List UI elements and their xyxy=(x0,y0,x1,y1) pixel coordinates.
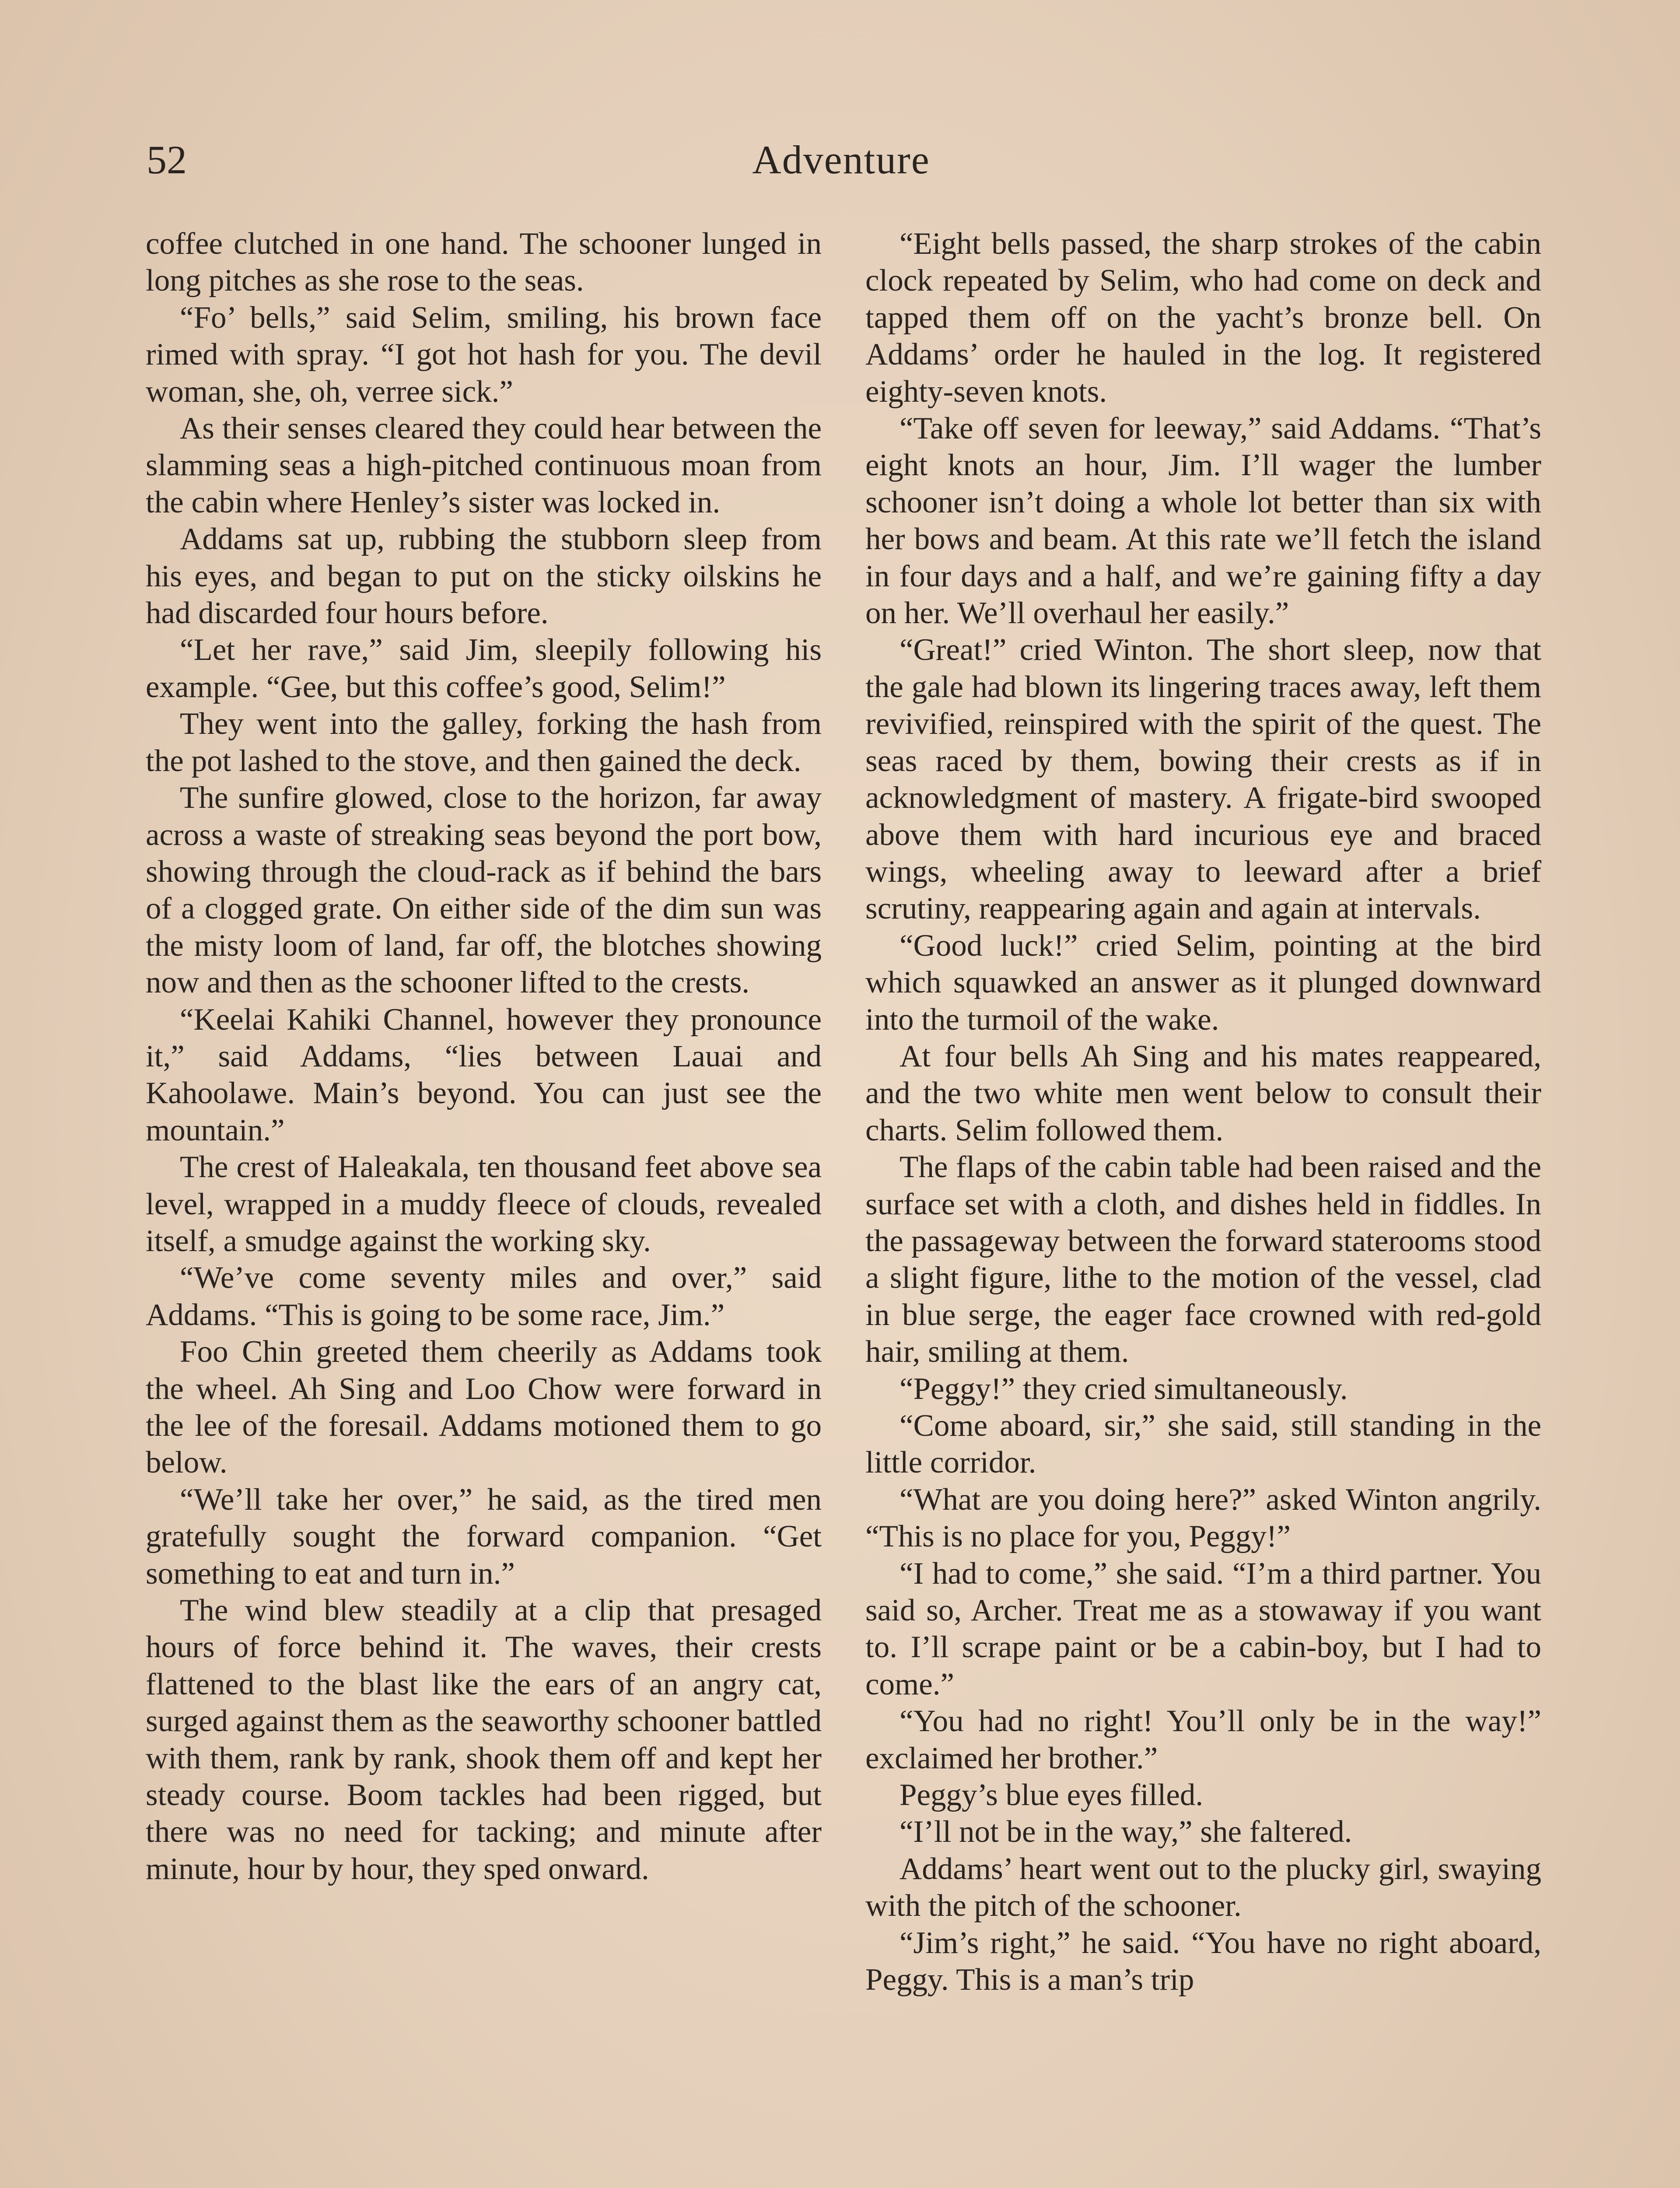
paragraph: The flaps of the cabin table had been raised and the surface set with a cloth, and dishes held in fiddles. In the passageway between the forward staterooms stood a slight figure, lithe to the motion of the vessel, clad in blue serge, the eager face crowned with red-gold hair, smiling at them. xyxy=(865,1150,1541,1369)
page-number: 52 xyxy=(147,137,187,182)
paragraph: coffee clutched in one hand. The schooner lunged in long pitches as she rose to the seas. xyxy=(146,227,822,298)
paragraph: Foo Chin greeted them cheerily as Addams took the wheel. Ah Sing and Loo Chow were forward in the lee of the foresail. Addams motioned them to go below. xyxy=(146,1335,822,1480)
paragraph: The wind blew steadily at a clip that presaged hours of force behind it. The waves, their crests flattened to the blast like the ears of an angry cat, surged against them as the seaworthy schooner battled with them, rank by rank, shook them off and kept her steady course. Boom tackles had been rigged, but there was no need for tacking; and minute after minute, hour by hour, they sped onward. xyxy=(146,1593,822,1886)
paragraph: The crest of Haleakala, ten thousand feet above sea level, wrapped in a muddy fleece of clouds, revealed itself, a smudge against the working sky. xyxy=(146,1150,822,1258)
paragraph: “Peggy!” they cried simultaneously. xyxy=(900,1371,1348,1406)
paragraph: “We’ll take her over,” he said, as the tired men gratefully sought the forward companion. “Get something to eat and turn in.” xyxy=(146,1482,822,1591)
paragraph: “Keelai Kahiki Channel, however they pronounce it,” said Addams, “lies between Lauai and Kahoolawe. Main’s beyond. You can just see the mountain.” xyxy=(146,1002,822,1147)
paragraph: The sunfire glowed, close to the horizon, far away across a waste of streaking seas beyond the port bow, showing through the cloud-rack as if behind the bars of a clogged grate. On either side of the dim sun was the misty loom of land, far off, the blotches showing now and then as the schooner lifted to the crests. xyxy=(146,781,822,1000)
paragraph: “Eight bells passed, the sharp strokes of the cabin clock repeated by Selim, who had come on deck and tapped them off on the yacht’s bronze bell. On Addams’ order he hauled in the log. It registered eighty-seven knots. xyxy=(865,227,1541,409)
paragraph: Peggy’s blue eyes filled. xyxy=(900,1778,1204,1813)
paragraph: “Take off seven for leeway,” said Addams. “That’s eight knots an hour, Jim. I’ll wager the lumber schooner isn’t doing a whole lot better than six with her bows and beam. At this rate we’ll fetch the island in four days and a half, and we’re gaining fifty a day on her. We’ll overhaul her easily.” xyxy=(865,411,1541,631)
paragraph: “Great!” cried Winton. The short sleep, now that the gale had blown its lingering traces away, left them revivified, reinspired with the spirit of the quest. The seas raced by them, bowing their crests as if in acknowledgment of mastery. A frigate-bird swooped above them with hard incurious eye and braced wings, wheeling away to leeward after a brief scrutiny, reappearing again and again at intervals. xyxy=(865,633,1541,926)
left-column xyxy=(146,225,822,1887)
paragraph: “We’ve come seventy miles and over,” said Addams. “This is going to be some race, Jim.” xyxy=(146,1261,822,1332)
paragraph: “I’ll not be in the way,” she faltered. xyxy=(900,1815,1352,1849)
paragraph: Addams’ heart went out to the plucky girl, swaying with the pitch of the schooner. xyxy=(865,1851,1541,1923)
paragraph: At four bells Ah Sing and his mates reappeared, and the two white men went below to consult their charts. Selim followed them. xyxy=(865,1039,1541,1147)
paragraph: They went into the galley, forking the hash from the pot lashed to the stove, and then gained the deck. xyxy=(146,707,822,778)
paragraph: As their senses cleared they could hear between the slamming seas a high-pitched continuous moan from the cabin where Henley’s sister was locked in. xyxy=(146,411,822,519)
paragraph: “You had no right! You’ll only be in the way!” exclaimed her brother.” xyxy=(865,1704,1541,1775)
running-title: Adventure xyxy=(752,137,930,182)
right-column xyxy=(865,225,1541,1999)
paragraph: “I had to come,” she said. “I’m a third partner. You said so, Archer. Treat me as a stowaway if you want to. I’ll scrape paint or be a cabin-boy, but I had to come.” xyxy=(865,1556,1541,1701)
paragraph: Addams sat up, rubbing the stubborn sleep from his eyes, and began to put on the sticky oilskins he had discarded four hours before. xyxy=(146,522,822,631)
paragraph: “Come aboard, sir,” she said, still standing in the little corridor. xyxy=(865,1409,1541,1480)
paragraph: “What are you doing here?” asked Winton angrily. “This is no place for you, Peggy!” xyxy=(865,1482,1541,1554)
paragraph: “Good luck!” cried Selim, pointing at the bird which squawked an answer as it plunged downward into the turmoil of the wake. xyxy=(865,928,1541,1037)
page-header xyxy=(147,131,1536,188)
paragraph: “Let her rave,” said Jim, sleepily following his example. “Gee, but this coffee’s good, Selim!” xyxy=(146,633,822,704)
paragraph: “Jim’s right,” he said. “You have no right aboard, Peggy. This is a man’s trip xyxy=(865,1925,1541,1997)
paragraph: “Fo’ bells,” said Selim, smiling, his brown face rimed with spray. “I got hot hash for you. The devil woman, she, oh, verree sick.” xyxy=(146,300,822,409)
